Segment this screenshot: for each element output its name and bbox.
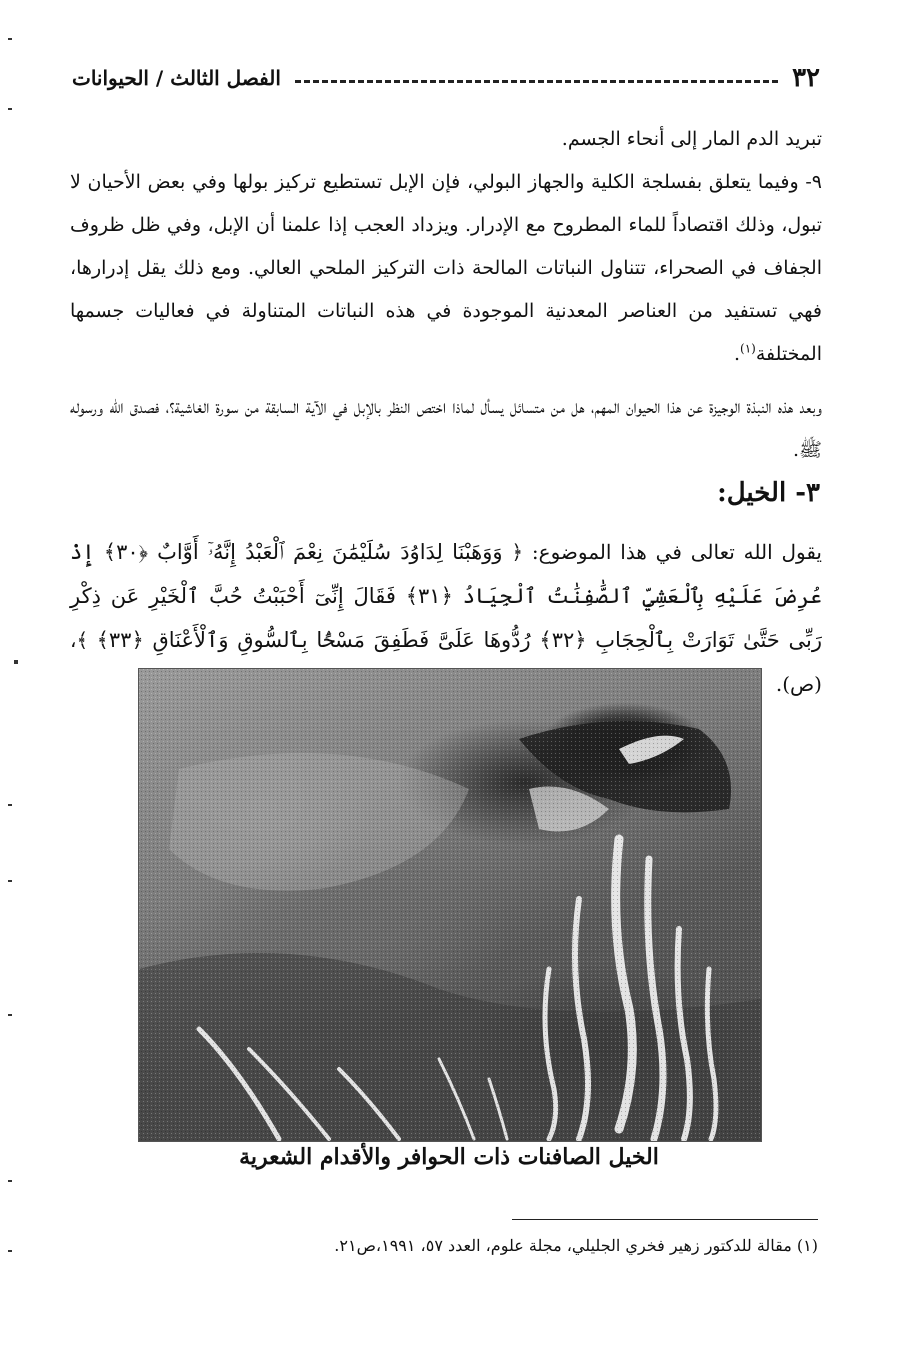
- continued-line: تبريد الدم المار إلى أنحاء الجسم.: [561, 128, 822, 150]
- verse-intro: يقول الله تعالى في هذا الموضوع:: [523, 540, 822, 564]
- footnote: (١) مقالة للدكتور زهير فخري الجليلي، مجلة علوم، العدد ٥٧، ١٩٩١،ص٢١.: [334, 1236, 818, 1255]
- margin-mark: [8, 804, 12, 806]
- margin-mark: [8, 38, 12, 40]
- verse-text: وَوَهَبْنَا لِدَاوُدَ سُلَيْمَٰنَ نِعْمَ ٱلْعَبْدُ إِنَّهُۥٓ أَوَّابٌ ﴿٣٠﴾ إِذْ عُرِضَ عَلَيْهِ بِٱلْعَشِيِّ ٱلصَّٰفِنَٰتُ ٱلْجِيَادُ ﴿٣١﴾ فَقَالَ إِنِّىٓ أَحْبَبْتُ حُبَّ ٱلْخَيْرِ عَن ذِكْرِ رَبِّى حَتَّىٰ تَوَارَتْ بِٱلْحِجَابِ ﴿٣٢﴾ رُدُّوهَا عَلَىَّ فَطَفِقَ مَسْحًۢا بِٱلسُّوقِ وَٱلْأَعْنَاقِ ﴿٣٣﴾: [70, 540, 822, 652]
- photo-illustration: [139, 669, 761, 1141]
- running-title: الفصل الثالث / الحيوانات: [72, 66, 281, 90]
- margin-mark: [8, 1180, 12, 1182]
- page-header: [72, 58, 820, 98]
- section-title: الخيل: [726, 478, 787, 508]
- paragraph-conclusion: وبعد هذه النبذة الوجيزة عن هذا الحيوان المهم، هل من متسائل يسأل لماذا اختص النظر بالإبل في الآية السابقة من سورة الغاشية؟، فصدق الله ورسوله ﷺ.: [70, 396, 822, 461]
- paragraph-kidney-text: ٩- وفيما يتعلق بفسلجة الكلية والجهاز البولي، فإن الإبل تستطيع تركيز بولها وفي بعض الأحيان لا تبول، وذلك اقتصاداً للماء المطروح مع الإدرار. ويزداد العجب إذا علمنا أن الإبل، وفي ظل ظروف الجفاف في الصحراء، تتناول النباتات المالحة ذات التركيز الملحي العالي. ومع ذلك يقل إدرارها، فهي تستفيد من العناصر المعدنية الموجودة في هذه النباتات المتناولة في فعاليات جسمها المختلفة: [70, 171, 822, 365]
- margin-mark: [8, 880, 12, 882]
- header-dotted-leader: [295, 80, 778, 83]
- verse-open-bracket: ﴿: [511, 540, 524, 564]
- horse-legs-photo: [138, 668, 762, 1142]
- footnote-separator: [512, 1219, 818, 1220]
- section-number: ٣-: [795, 478, 820, 508]
- page-number: ٣٢: [792, 63, 820, 93]
- section-colon: :: [717, 478, 727, 508]
- margin-mark: [8, 1014, 12, 1016]
- verse-close-bracket: ﴾: [76, 628, 97, 652]
- margin-mark: [14, 660, 18, 664]
- verse-reference: ، (ص).: [70, 628, 822, 696]
- margin-mark: [8, 108, 12, 110]
- margin-mark: [8, 1250, 12, 1252]
- section-heading: [717, 478, 820, 508]
- footnote-reference: (١): [740, 341, 756, 356]
- figure-caption: الخيل الصافنات ذات الحوافر والأقدام الشعرية: [239, 1144, 659, 1170]
- body-text: [70, 118, 822, 472]
- paragraph-kidney-end: .: [733, 343, 741, 365]
- paragraph-kidney: [70, 161, 822, 376]
